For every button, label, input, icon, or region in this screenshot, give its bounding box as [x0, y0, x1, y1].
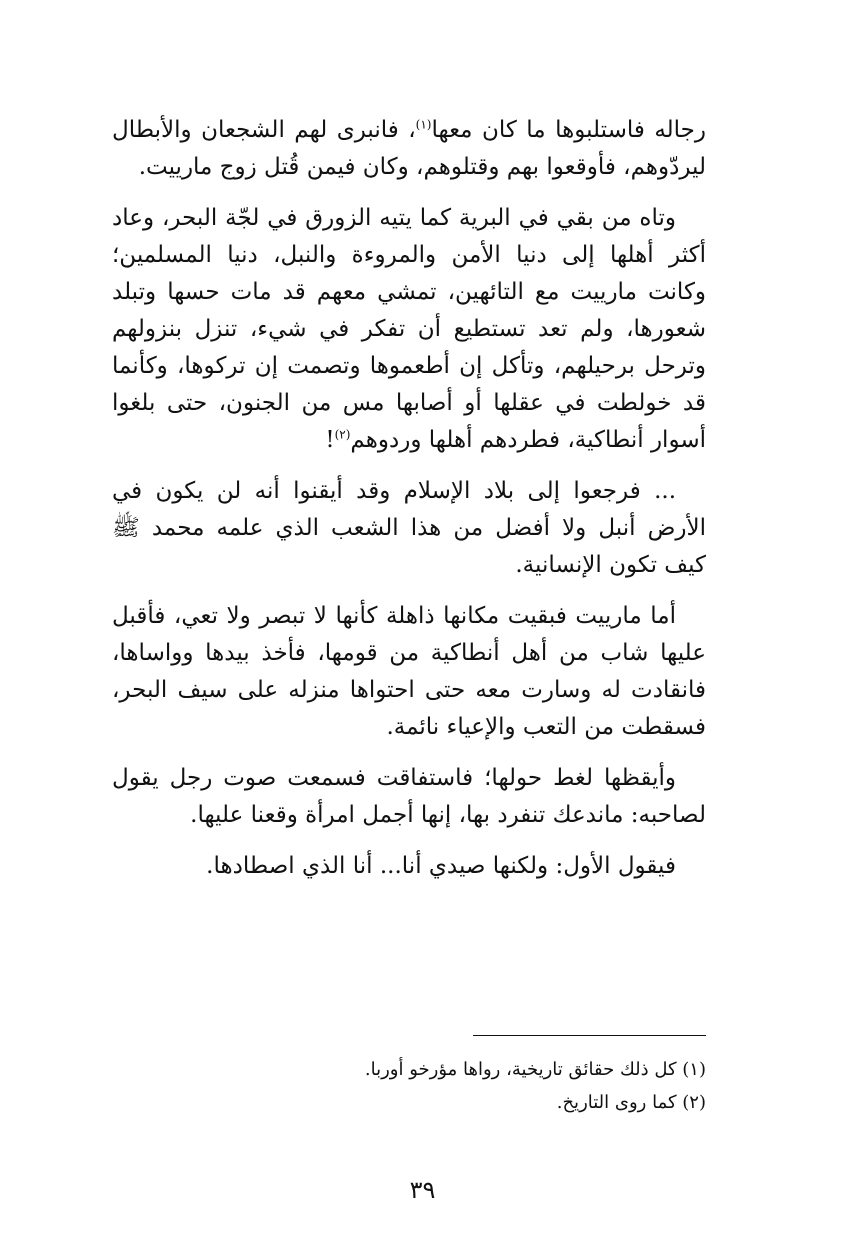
paragraph-4: [112, 598, 706, 746]
footnote-divider: [473, 1035, 706, 1036]
paragraph-1-text-end: ، فانبرى لهم الشجعان والأبطال ليردّوهم، فأوقعوا بهم وقتلوهم، وكان فيمن قُتل زوج مارييت.: [112, 117, 706, 180]
page-body: [112, 112, 706, 899]
paragraph-5: [112, 760, 706, 834]
footnote-ref-1[interactable]: (١): [415, 117, 432, 132]
paragraph-1-text-start: رجاله فاستلبوها ما كان معها: [431, 117, 706, 143]
paragraph-2: [112, 200, 706, 459]
page-number: ٣٩: [409, 1176, 436, 1204]
paragraph-5-text: وأيقظها لغط حولها؛ فاستفاقت فسمعت صوت رجل يقول لصاحبه: ماندعك تنفرد بها، إنها أجمل امرأة وقعنا عليها.: [112, 765, 706, 828]
paragraph-3-text: ... فرجعوا إلى بلاد الإسلام وقد أيقنوا أنه لن يكون في الأرض أنبل ولا أفضل من هذا الشعب الذي علمه محمد ﷺ كيف تكون الإنسانية.: [112, 478, 706, 578]
paragraph-6-text: فيقول الأول: ولكنها صيدي أنا... أنا الذي اصطادها.: [206, 853, 676, 879]
footnote-1: (١) كل ذلك حقائق تاريخية، رواها مؤرخو أوربا.: [364, 1059, 706, 1080]
paragraph-2-text-start: وتاه من بقي في البرية كما يتيه الزورق في لجّة البحر، وعاد أكثر أهلها إلى دنيا الأمن والمروءة والنبل، دنيا المسلمين؛ وكانت مارييت مع التائهين، تمشي معهم قد مات حسها وتبلد شعورها، ولم تعد تستطيع أن تفكر في شيء، تنزل بنزولهم وترحل برحيلهم، وتأكل إن أطعموها وتصمت إن تركوها، وكأنما قد خولطت في عقلها أو أصابها مس من الجنون، حتى بلغوا أسوار أنطاكية، فطردهم أهلها وردوهم: [112, 205, 707, 453]
paragraph-4-text: أما مارييت فبقيت مكانها ذاهلة كأنها لا تبصر ولا تعي، فأقبل عليها شاب من أهل أنطاكية من قومها، فأخذ بيدها وواساها، فانقادت له وسارت معه حتى احتواها منزله على سيف البحر، فسقطت من التعب والإعياء نائمة.: [112, 603, 706, 740]
paragraph-3: [112, 473, 706, 584]
paragraph-6: [112, 848, 706, 885]
footnotes: [246, 1053, 706, 1119]
paragraph-2-text-end: !: [325, 427, 335, 453]
footnote-ref-2[interactable]: (٢): [334, 427, 351, 442]
footnote-2: (٢) كما روى التاريخ.: [556, 1092, 706, 1113]
paragraph-1: [112, 112, 706, 186]
